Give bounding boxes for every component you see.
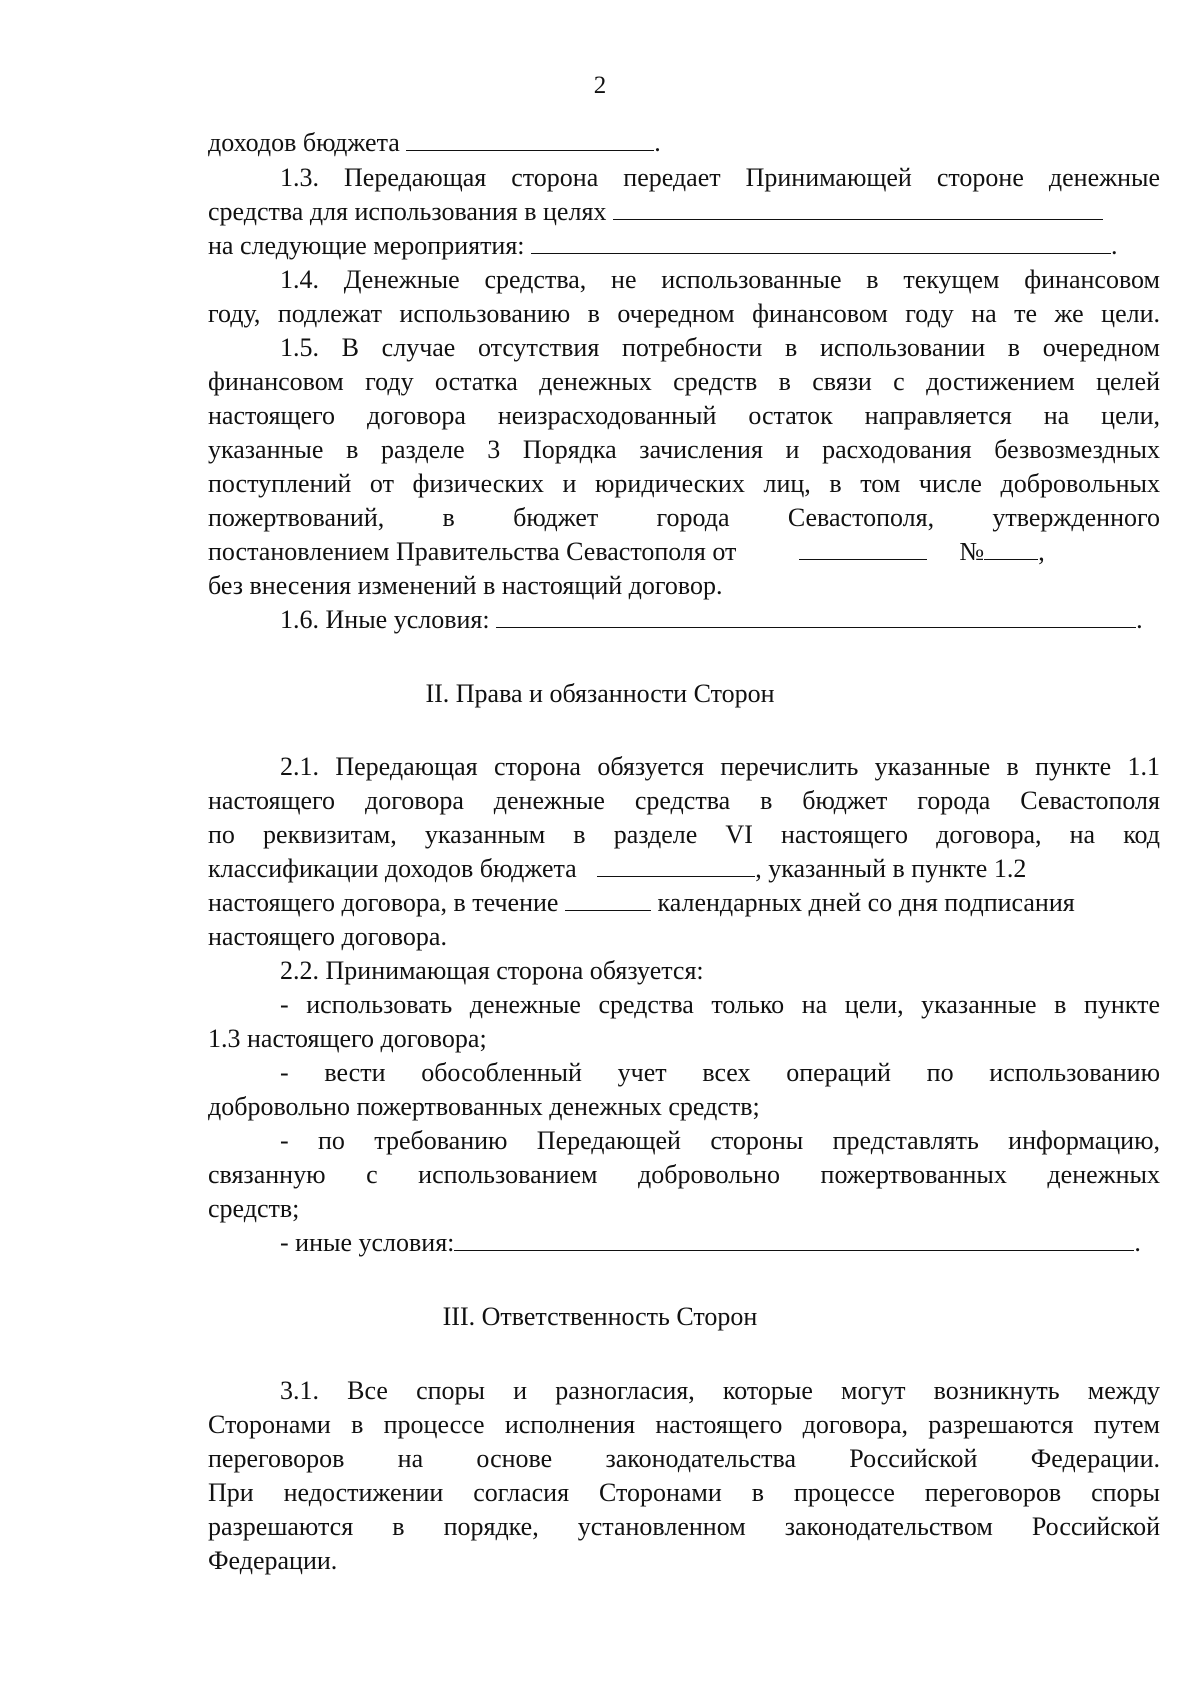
text-fragment: . (1111, 231, 1118, 260)
text-line (208, 886, 1160, 920)
text-line (208, 195, 1160, 229)
section-heading: II. Права и обязанности Сторон (425, 679, 775, 708)
text-line: Сторонами в процессе исполнения настоящего договора, разрешаются путем (208, 1410, 1160, 1439)
text-line (208, 229, 1160, 263)
text-line: средств; (208, 1194, 300, 1223)
fill-in-blank (531, 229, 1111, 254)
text-line: настоящего договора денежные средства в бюджет города Севастополя (208, 786, 1160, 815)
text-line: поступлений от физических и юридических лиц, в том числе добровольных (208, 469, 1160, 498)
text-line: переговоров на основе законодательства Российской Федерации. (208, 1444, 1160, 1473)
fill-in-blank (565, 886, 651, 911)
text-line (208, 535, 1160, 569)
fill-in-blank (454, 1226, 1134, 1251)
text-line: настоящего договора неизрасходованный остаток направляется на цели, (208, 401, 1160, 430)
text-line: 1.3. Передающая сторона передает Принимающей стороне денежные (280, 163, 1160, 192)
text-line: При недостижении согласия Сторонами в процессе переговоров споры (208, 1478, 1160, 1507)
page-number: 2 (593, 72, 607, 99)
text-fragment: , (1038, 537, 1045, 566)
text-fragment: на следующие мероприятия: (208, 231, 525, 260)
text-fragment: классификации доходов бюджета (208, 854, 577, 883)
text-fragment: календарных дней со дня подписания (657, 888, 1075, 917)
text-line: настоящего договора. (208, 922, 447, 951)
text-line: пожертвований, в бюджет города Севастополя, утвержденного (208, 503, 1160, 532)
fill-in-blank (597, 852, 755, 877)
fill-in-blank (613, 195, 1103, 220)
text-fragment: № (959, 537, 985, 566)
text-line (208, 852, 1160, 886)
text-fragment: 1.6. Иные условия: (280, 605, 490, 634)
text-fragment: . (1136, 605, 1143, 634)
text-line: разрешаются в порядке, установленном законодательством Российской (208, 1512, 1160, 1541)
text-line: указанные в разделе 3 Порядка зачисления и расходования безвозмездных (208, 435, 1160, 464)
text-line (280, 1226, 1160, 1260)
text-line: - вести обособленный учет всех операций по использованию (280, 1058, 1160, 1087)
text-line: связанную с использованием добровольно пожертвованных денежных (208, 1160, 1160, 1189)
text-line: - по требованию Передающей стороны представлять информацию, (280, 1126, 1160, 1155)
text-line: году, подлежат использованию в очередном финансовом году на те же цели. (208, 299, 1160, 328)
text-fragment: средства для использования в целях (208, 197, 607, 226)
text-line: финансовом году остатка денежных средств в связи с достижением целей (208, 367, 1160, 396)
text-line (208, 126, 1160, 160)
text-line: по реквизитам, указанным в разделе VI настоящего договора, на код (208, 820, 1160, 849)
text-fragment: . (654, 128, 661, 157)
fill-in-blank (496, 603, 1136, 628)
text-line: 1.4. Денежные средства, не использованные в текущем финансовом (280, 265, 1160, 294)
text-fragment: . (1134, 1228, 1141, 1257)
text-fragment: , указанный в пункте 1.2 (755, 854, 1027, 883)
text-line (280, 603, 1160, 637)
text-line: 2.1. Передающая сторона обязуется перечислить указанные в пункте 1.1 (280, 752, 1160, 781)
text-line: 3.1. Все споры и разногласия, которые могут возникнуть между (280, 1376, 1160, 1405)
text-line: 1.5. В случае отсутствия потребности в использовании в очередном (280, 333, 1160, 362)
text-fragment: доходов бюджета (208, 128, 400, 157)
fill-in-blank (406, 126, 654, 151)
text-fragment: постановлением Правительства Севастополя от (208, 537, 737, 566)
text-fragment: настоящего договора, в течение (208, 888, 559, 917)
text-line: без внесения изменений в настоящий договор. (208, 571, 723, 600)
section-heading: III. Ответственность Сторон (442, 1302, 758, 1331)
text-fragment: - иные условия: (280, 1228, 455, 1257)
text-line: добровольно пожертвованных денежных средств; (208, 1092, 760, 1121)
text-line: 2.2. Принимающая сторона обязуется: (280, 956, 704, 985)
text-line: Федерации. (208, 1546, 338, 1575)
fill-in-blank (984, 535, 1038, 560)
text-line: 1.3 настоящего договора; (208, 1024, 487, 1053)
fill-in-blank (799, 535, 927, 560)
text-line: - использовать денежные средства только на цели, указанные в пункте (280, 990, 1160, 1019)
